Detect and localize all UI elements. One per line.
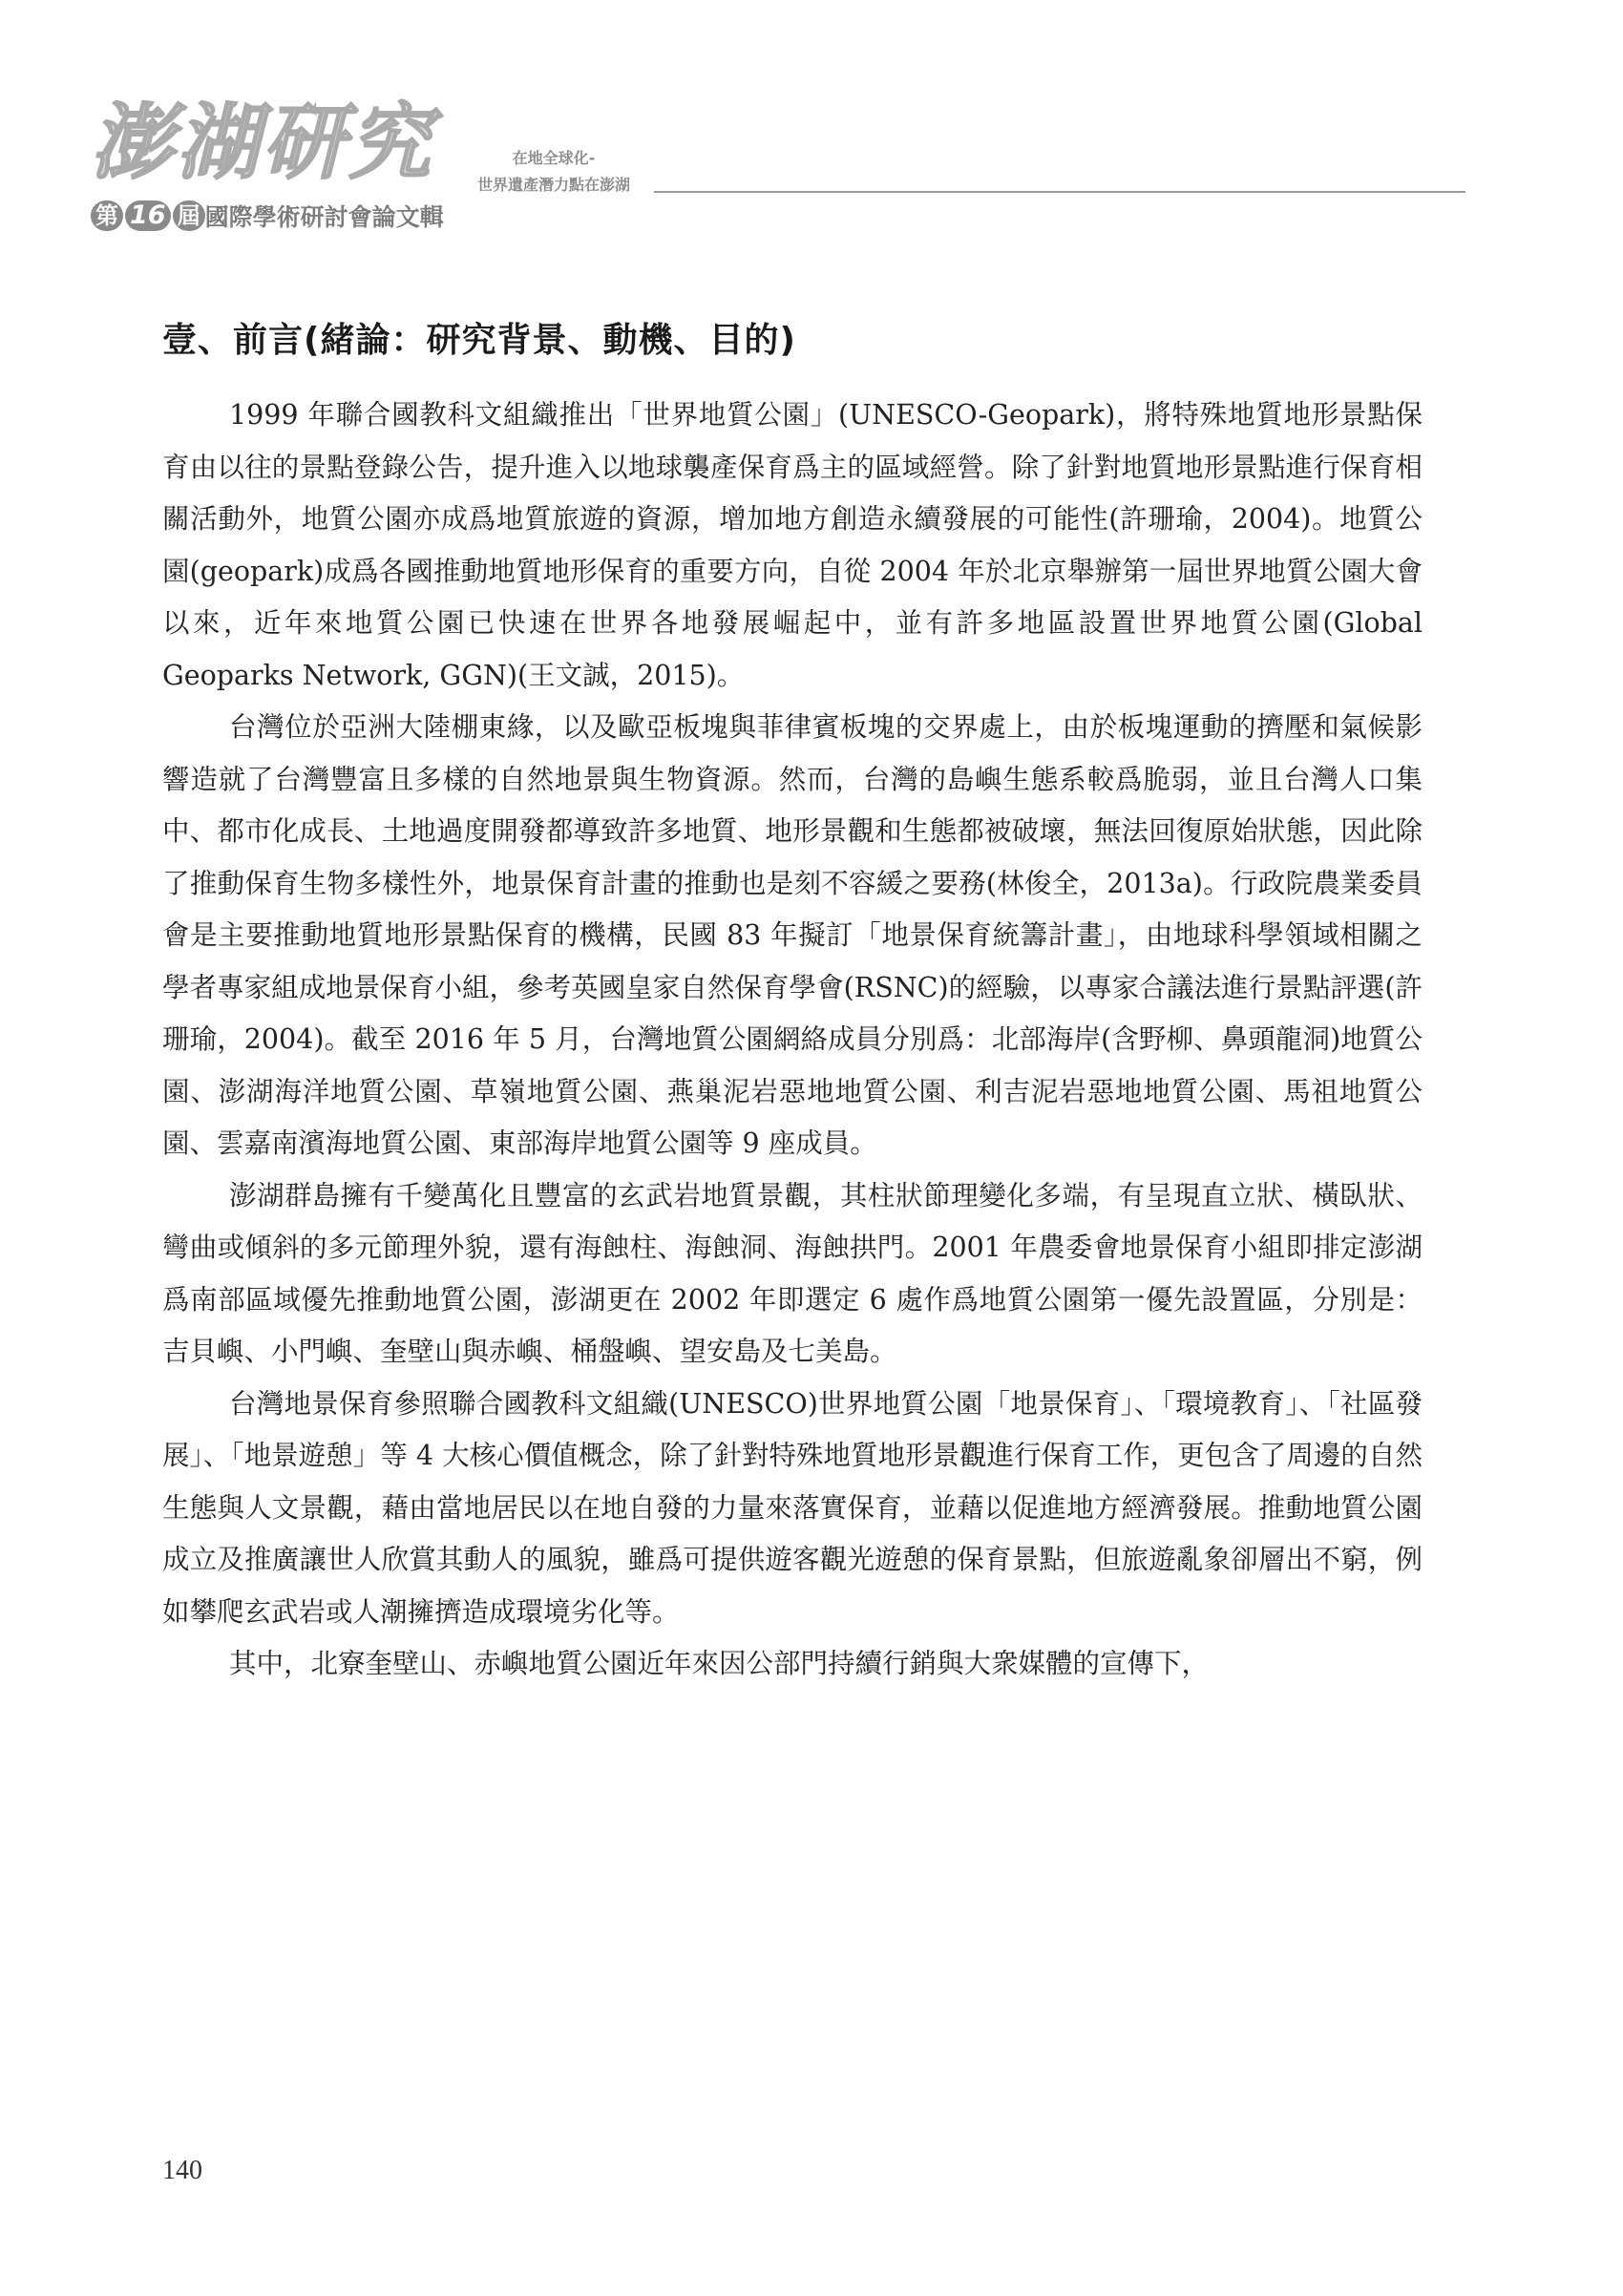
proceedings-label: 國際學術研討會論文輯 <box>204 203 444 231</box>
edition-label <box>91 197 444 235</box>
paragraph: 台灣位於亞洲大陸棚東緣，以及歐亞板塊與菲律賓板塊的交界處上，由於板塊運動的擠壓和氣候影響造就了台灣豐富且多樣的自然地景與生物資源。然而，台灣的島嶼生態系較爲脆弱，並且台灣人口集中、都市化成長、土地過度開發都導致許多地質、地形景觀和生態都被破壞，無法回復原始狀態，因此除了推動保育生物多樣性外，地景保育計畫的推動也是刻不容緩之要務(林俊全，2013a)。行政院農業委員會是主要推動地質地形景點保育的機構，民國 83 年擬訂「地景保育統籌計畫」，由地球科學領域相關之學者專家組成地景保育小組，參考英國皇家自然保育學會(RSNC)的經驗，以專家合議法進行景點評選(許珊瑜，2004)。截至 2016 年 5 月，台灣地質公園網絡成員分別爲：北部海岸(含野柳、鼻頭龍洞)地質公園、澎湖海洋地質公園、草嶺地質公園、燕巢泥岩惡地地質公園、利吉泥岩惡地地質公園、馬祖地質公園、雲嘉南濱海地質公園、東部海岸地質公園等 9 座成員。 <box>162 711 1423 1159</box>
edition-suffix: 屆 <box>173 200 205 231</box>
body-text <box>162 390 1423 1691</box>
edition-prefix: 第 <box>91 200 123 231</box>
journal-title: 澎湖研究 <box>91 95 434 191</box>
journal-logo <box>91 95 453 229</box>
theme-line-1: 在地全球化- <box>512 149 596 167</box>
paragraph: 台灣地景保育參照聯合國教科文組織(UNESCO)世界地質公園「地景保育」、「環境教育」、「社區發展」、「地景遊憩」等 4 大核心價值概念，除了針對特殊地質地形景觀進行保育工作，更包含了周邊的自然生態與人文景觀，藉由當地居民以在地自發的力量來落實保育，並藉以促進地方經濟發展。推動地質公園成立及推廣讓世人欣賞其動人的風貌，雖爲可提供遊客觀光遊憩的保育景點，但旅遊亂象卻層出不窮，例如攀爬玄武岩或人潮擁擠造成環境劣化等。 <box>162 1387 1423 1628</box>
running-header <box>91 95 1465 239</box>
page-number: 140 <box>162 2156 202 2185</box>
section-title: 壹、前言(緒論：研究背景、動機、目的) <box>162 321 796 360</box>
paragraph: 其中，北寮奎壁山、赤嶼地質公園近年來因公部門持續行銷與大衆媒體的宣傳下， <box>229 1648 1210 1679</box>
theme-line-2: 世界遺產潛力點在澎湖 <box>476 176 630 194</box>
conference-theme <box>458 145 649 199</box>
header-divider <box>654 191 1465 193</box>
paragraph: 澎湖群島擁有千變萬化且豐富的玄武岩地質景觀，其柱狀節理變化多端，有呈現直立狀、橫臥狀、彎曲或傾斜的多元節理外貌，還有海蝕柱、海蝕洞、海蝕拱門。2001 年農委會地景保育小組即排定澎湖爲南部區域優先推動地質公園，澎湖更在 2002 年即選定 6 處作爲地質公園第一優先設置區，分別是：吉貝嶼、小門嶼、奎壁山與赤嶼、桶盤嶼、望安島及七美島。 <box>162 1179 1423 1367</box>
paragraph: 1999 年聯合國教科文組織推出「世界地質公園」(UNESCO-Geopark)，將特殊地質地形景點保育由以往的景點登錄公告，提升進入以地球襲產保育爲主的區域經營。除了針對地質地形景點進行保育相關活動外，地質公園亦成爲地質旅遊的資源，增加地方創造永續發展的可能性(許珊瑜，2004)。地質公園(geopark)成爲各國推動地質地形保育的重要方向，自從 2004 年於北京舉辦第一屆世界地質公園大會以來，近年來地質公園已快速在世界各地發展崛起中，並有許多地區設置世界地質公園(Global Geoparks Network, GGN)(王文誠，2015)。 <box>162 399 1423 691</box>
edition-number: 16 <box>125 200 171 231</box>
